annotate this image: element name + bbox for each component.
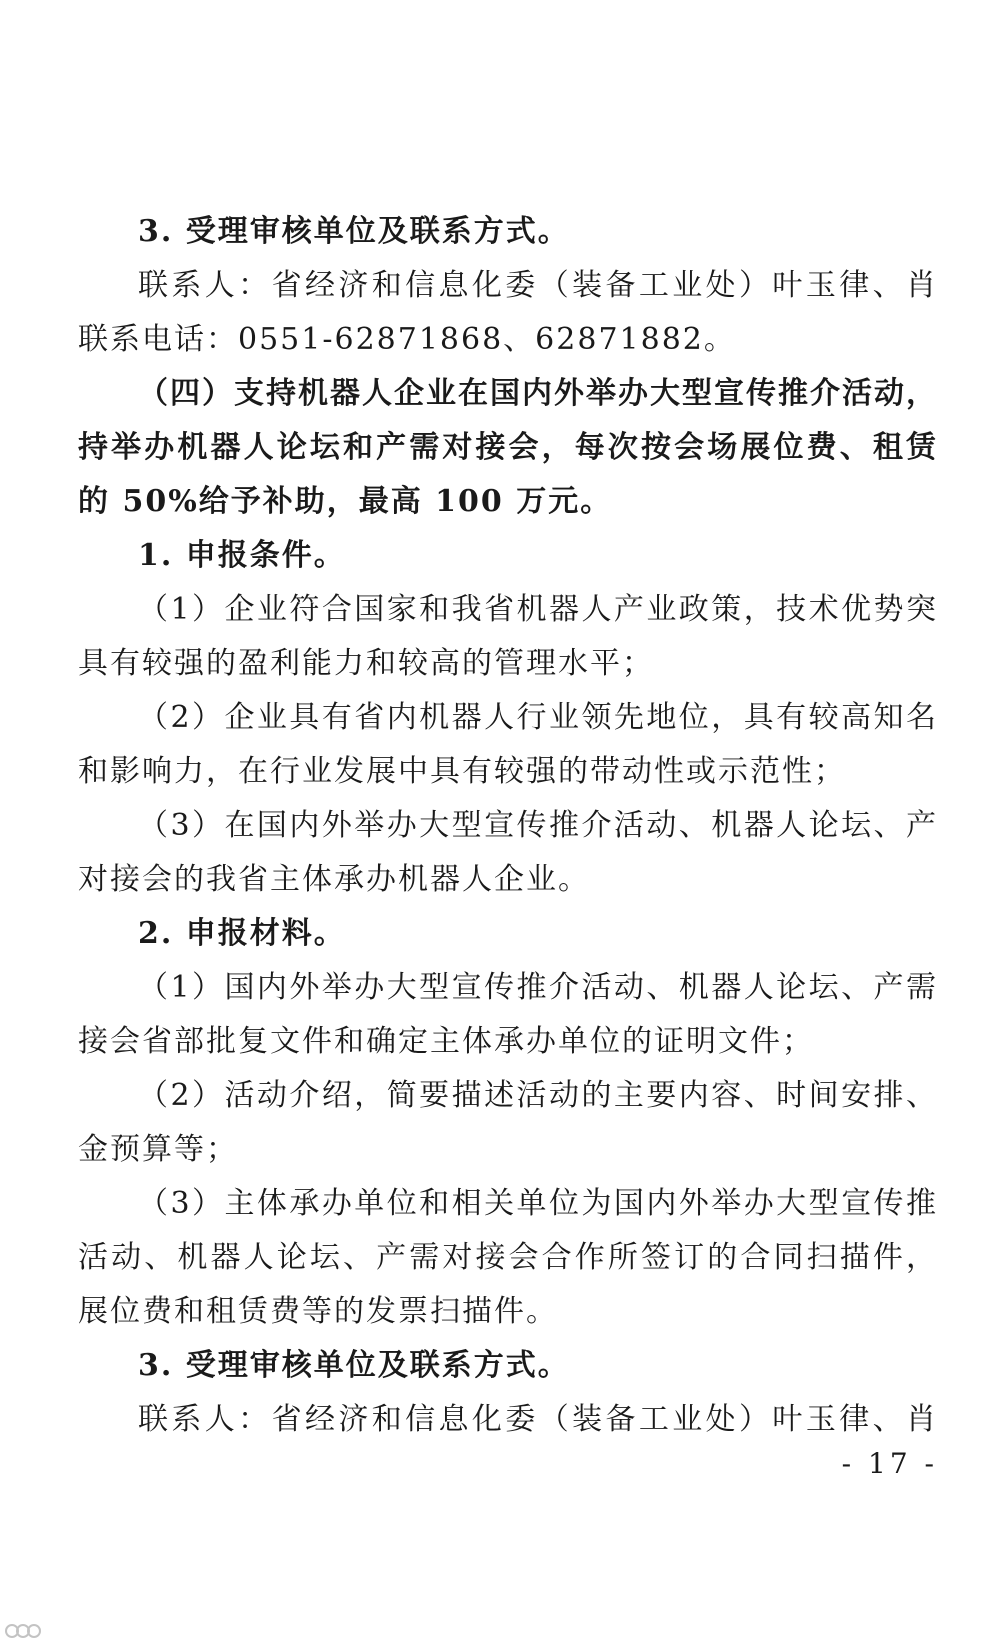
paragraph-line: （1）企业符合国家和我省机器人产业政策，技术优势突 [138,592,938,627]
paragraph-line: （2）活动介绍，简要描述活动的主要内容、时间安排、 [138,1078,938,1113]
paragraph-line-bold: 持举办机器人论坛和产需对接会，每次按会场展位费、租赁 [78,430,938,465]
paragraph-line: 活动、机器人论坛、产需对接会合作所签订的合同扫描件， [78,1240,938,1275]
paragraph-line: （1）国内外举办大型宣传推介活动、机器人论坛、产需 [138,970,938,1005]
paragraph-line: 对接会的我省主体承办机器人企业。 [78,862,590,897]
paragraph-line: 联系电话：0551-62871868、62871882。 [78,322,736,357]
paragraph-line: （3）主体承办单位和相关单位为国内外举办大型宣传推 [138,1186,938,1221]
paragraph-line: 具有较强的盈利能力和较高的管理水平； [78,646,654,681]
watermark-logo-icon [4,1620,42,1642]
paragraph-line: 联系人：省经济和信息化委（装备工业处）叶玉律、肖 [138,268,938,303]
page-number: - 17 - [841,1447,938,1480]
paragraph-line: 联系人：省经济和信息化委（装备工业处）叶玉律、肖 [138,1402,938,1437]
section-heading-contact: 3. 受理审核单位及联系方式。 [138,214,570,249]
paragraph-line: 和影响力，在行业发展中具有较强的带动性或示范性； [78,754,846,789]
watermark [4,1618,42,1644]
paragraph-line: （2）企业具有省内机器人行业领先地位，具有较高知名 [138,700,938,735]
subheading-materials: 2. 申报材料。 [138,916,346,951]
paragraph-line-bold: 的 50%给予补助，最高 100 万元。 [78,484,613,519]
section-heading-contact: 3. 受理审核单位及联系方式。 [138,1348,570,1383]
paragraph-line: （3）在国内外举办大型宣传推介活动、机器人论坛、产 [138,808,938,843]
paragraph-line: 金预算等； [78,1132,238,1167]
paragraph-line: 展位费和租赁费等的发票扫描件。 [78,1294,558,1329]
subheading-conditions: 1. 申报条件。 [138,538,346,573]
section-heading-four: （四）支持机器人企业在国内外举办大型宣传推介活动， [138,376,938,411]
paragraph-line: 接会省部批复文件和确定主体承办单位的证明文件； [78,1024,814,1059]
